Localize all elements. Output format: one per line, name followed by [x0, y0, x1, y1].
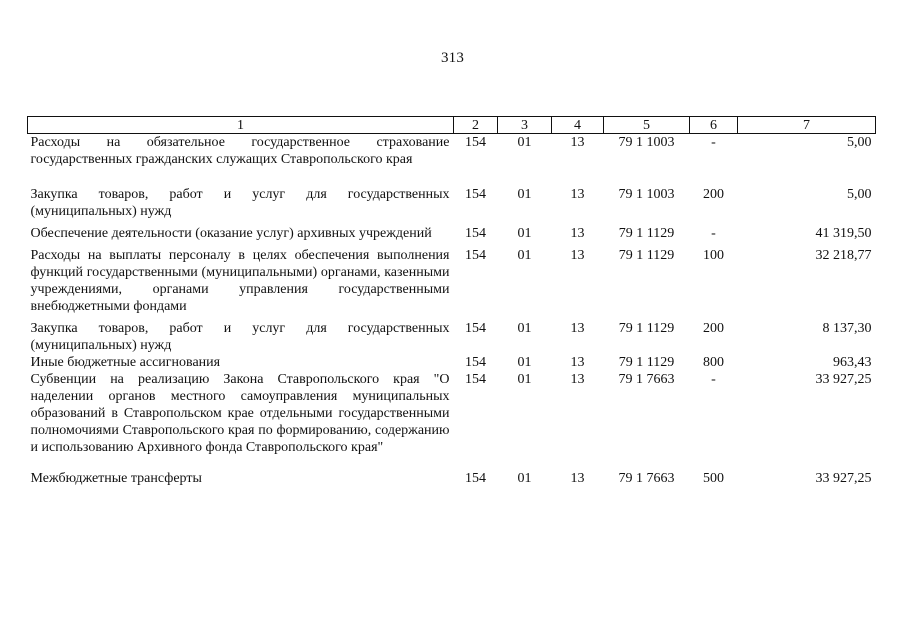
row-c2: 154: [465, 248, 486, 263]
row-c4: 13: [570, 226, 585, 241]
table-row: [28, 247, 876, 320]
row-c7: 33 927,25: [815, 372, 872, 387]
table-row: [28, 320, 876, 354]
header-col-3: 3: [498, 117, 552, 134]
table-body: [28, 134, 876, 488]
row-name: Закупка товаров, работ и услуг для государственных (муниципальных) нужд: [30, 187, 450, 219]
row-c5: 79 1 1003: [618, 187, 675, 202]
row-c7: 8 137,30: [822, 321, 872, 336]
row-c2: 154: [465, 321, 486, 336]
row-c2: 154: [465, 355, 486, 370]
row-c5: 79 1 7663: [618, 372, 675, 387]
header-col-4: 4: [552, 117, 604, 134]
row-c5: 79 1 1003: [618, 135, 675, 150]
row-c7: 41 319,50: [815, 226, 872, 241]
header-col-2: 2: [454, 117, 498, 134]
row-c5: 79 1 1129: [618, 321, 675, 336]
table-row: [28, 354, 876, 371]
row-name: Обеспечение деятельности (оказание услуг) архивных учреждений: [30, 226, 432, 241]
row-c4: 13: [570, 248, 585, 263]
row-c2: 154: [465, 135, 486, 150]
row-c6: 100: [703, 248, 724, 263]
row-c5: 79 1 1129: [618, 248, 675, 263]
row-c2: 154: [465, 471, 486, 486]
row-c4: 13: [570, 135, 585, 150]
row-name: Межбюджетные трансферты: [30, 471, 202, 486]
table-row: [28, 134, 876, 187]
row-c2: 154: [465, 226, 486, 241]
row-c3: 01: [517, 135, 532, 150]
row-c3: 01: [517, 355, 532, 370]
row-c7: 5,00: [847, 187, 872, 202]
page-number: 313: [440, 50, 465, 66]
row-c7: 5,00: [847, 135, 872, 150]
row-c4: 13: [570, 372, 585, 387]
row-c4: 13: [570, 321, 585, 336]
row-name: Расходы на обязательное государственное страхование государственных гражданских служащих Ставропольского края: [30, 135, 450, 167]
header-col-5: 5: [604, 117, 690, 134]
row-c6: 500: [703, 471, 724, 486]
row-c4: 13: [570, 187, 585, 202]
row-c6: -: [711, 135, 716, 150]
header-col-1: 1: [28, 117, 454, 134]
table-row: [28, 186, 876, 225]
row-c6: -: [711, 226, 716, 241]
row-name: Иные бюджетные ассигнования: [30, 355, 221, 370]
table-row: [28, 470, 876, 487]
row-c5: 79 1 1129: [618, 226, 675, 241]
table-header: [28, 117, 876, 134]
row-c7: 32 218,77: [815, 248, 872, 263]
row-c3: 01: [517, 471, 532, 486]
row-c4: 13: [570, 471, 585, 486]
table-row: [28, 371, 876, 470]
row-name: Закупка товаров, работ и услуг для государственных (муниципальных) нужд: [30, 321, 450, 353]
header-row: [28, 117, 876, 134]
row-c2: 154: [465, 187, 486, 202]
header-col-7: 7: [738, 117, 876, 134]
header-col-6: 6: [690, 117, 738, 134]
row-c6: 200: [703, 321, 724, 336]
row-name: Субвенции на реализацию Закона Ставропольского края "О наделении органов местного самоуправления муниципальных образований в Ставропольском крае отдельными государственными полномочиями Ставропольского края по формированию, содержанию и использованию Архивного фонда Ставропольского края": [30, 372, 450, 455]
row-c7: 33 927,25: [815, 471, 872, 486]
budget-table: [27, 116, 876, 487]
row-c3: 01: [517, 226, 532, 241]
row-c6: -: [711, 372, 716, 387]
row-c2: 154: [465, 372, 486, 387]
row-c6: 800: [703, 355, 724, 370]
row-c3: 01: [517, 321, 532, 336]
row-c3: 01: [517, 187, 532, 202]
row-c5: 79 1 1129: [618, 355, 675, 370]
row-c3: 01: [517, 248, 532, 263]
row-c6: 200: [703, 187, 724, 202]
row-c7: 963,43: [833, 355, 872, 370]
row-c4: 13: [570, 355, 585, 370]
row-c3: 01: [517, 372, 532, 387]
row-name: Расходы на выплаты персоналу в целях обеспечения выполнения функций государственными (муниципальными) органами, казенными учреждениями, органами управления государственными внебюджетными фондами: [30, 248, 450, 314]
table-row: [28, 225, 876, 247]
row-c5: 79 1 7663: [618, 471, 675, 486]
